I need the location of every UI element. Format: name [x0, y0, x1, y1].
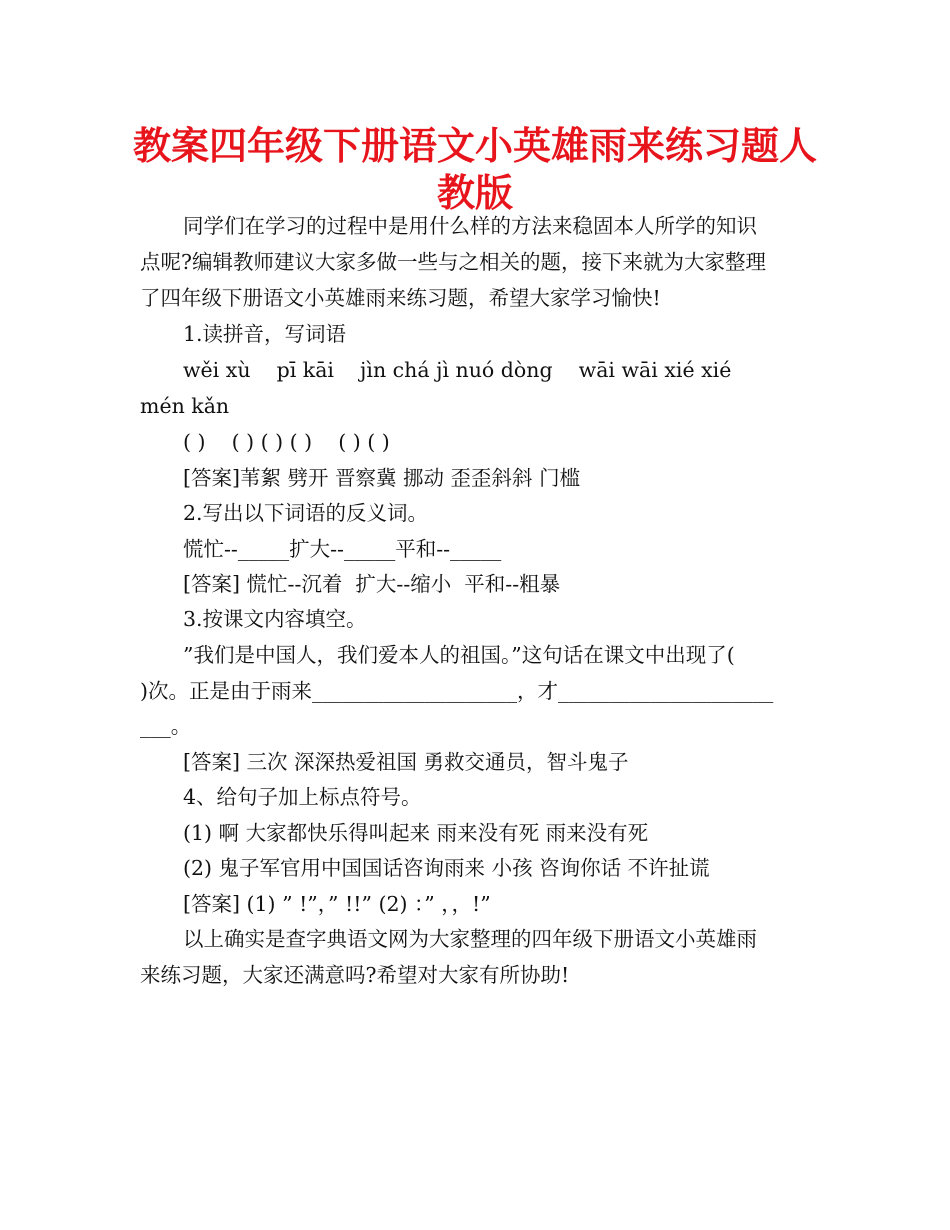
intro-line-1: 同学们在学习的过程中是用什么样的方法来稳固本人所学的知识	[183, 214, 757, 238]
intro-line-3: 了四年级下册语文小英雄雨来练习题，希望大家学习愉快!	[140, 286, 661, 310]
q4-heading: 4、给句子加上标点符号。	[183, 785, 422, 809]
q3-line-2: )次。正是由于雨来____________________，才_____________________	[140, 679, 774, 703]
q4-answer: [答案] (1) ” !”，” !!” (2) ：” ，，!”	[183, 892, 491, 916]
q2-answer: [答案] 慌忙--沉着 扩大--缩小 平和--粗暴	[183, 572, 561, 596]
q3-line-1: ”我们是中国人，我们爱本人的祖国。”这句话在课文中出现了(	[183, 643, 735, 667]
intro-line-2: 点呢?编辑教师建议大家多做一些与之相关的题，接下来就为大家整理	[140, 250, 766, 274]
q3-heading: 3.按课文内容填空。	[183, 607, 367, 631]
document-title-line-1: 教案四年级下册语文小英雄雨来练习题人	[132, 124, 817, 168]
q1-heading: 1.读拼音，写词语	[183, 322, 347, 346]
q3-line-3: ___。	[140, 714, 192, 738]
closing-line-1: 以上确实是查字典语文网为大家整理的四年级下册语文小英雄雨	[183, 927, 757, 951]
q1-blanks: ( ) ( ) ( ) ( ) ( ) ( )	[183, 430, 390, 454]
q4-item-1: (1) 啊 大家都快乐得叫起来 雨来没有死 雨来没有死	[183, 821, 649, 845]
q1-pinyin-line-1: wěi xù pī kāi jìn chá jì nuó dòng wāi wāi xié xié	[183, 358, 732, 382]
q3-answer: [答案] 三次 深深热爱祖国 勇救交通员，智斗鬼子	[183, 750, 629, 774]
q2-heading: 2.写出以下词语的反义词。	[183, 501, 429, 525]
closing-line-2: 来练习题，大家还满意吗?希望对大家有所协助!	[140, 963, 570, 987]
q4-item-2: (2) 鬼子军官用中国国话咨询雨来 小孩 咨询你话 不许扯谎	[183, 856, 710, 880]
q1-answer: [答案]苇絮 劈开 晋察冀 挪动 歪歪斜斜 门槛	[183, 466, 581, 490]
document-title-line-2: 教版	[436, 171, 513, 215]
q1-pinyin-line-2: mén kǎn	[140, 394, 230, 418]
q2-prompt: 慌忙--_____扩大--_____平和--_____	[183, 537, 502, 561]
